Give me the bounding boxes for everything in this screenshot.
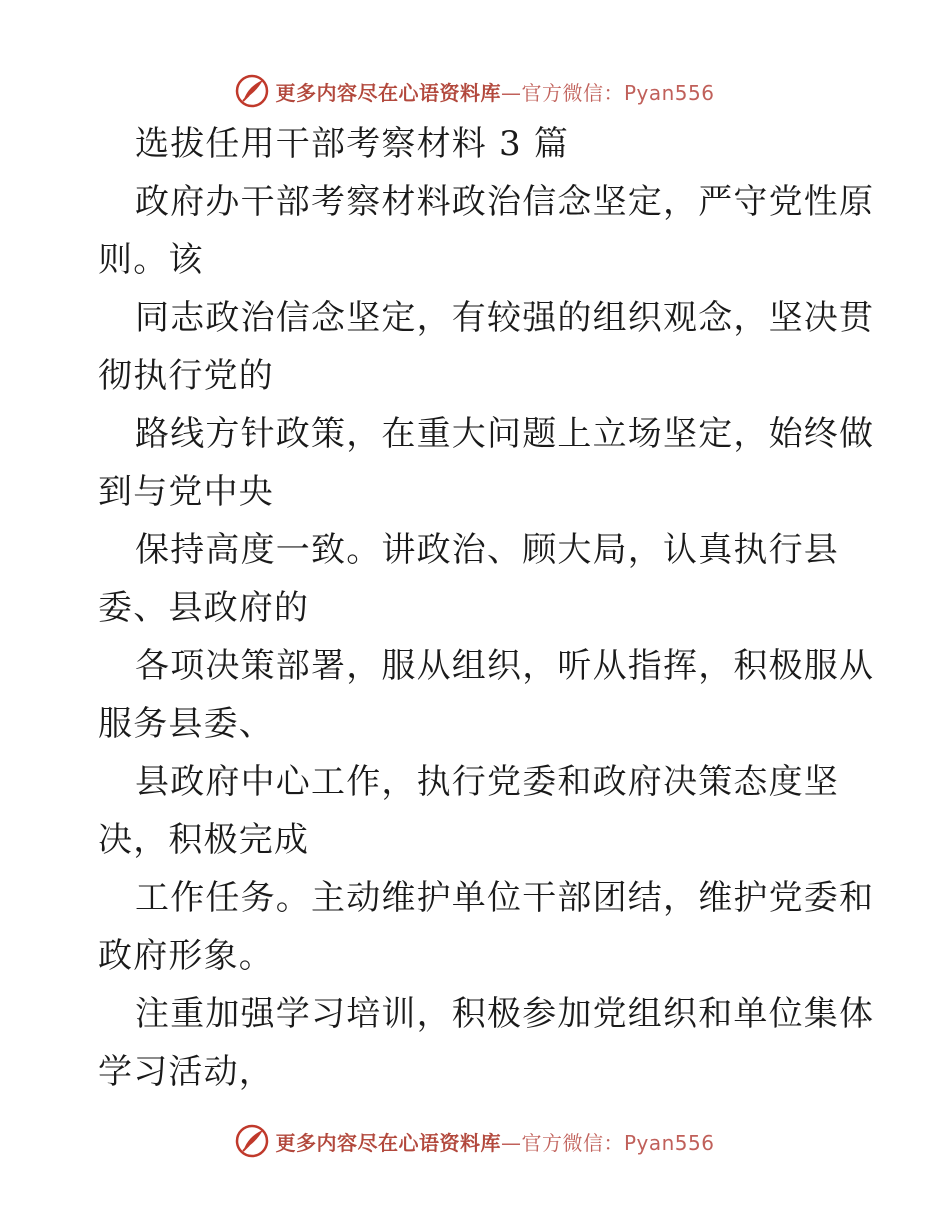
paragraph-line: 政府办干部考察材料政治信念坚定，严守党性原	[135, 182, 875, 222]
quill-logo-icon	[235, 1124, 269, 1158]
paragraph-line: 保持高度一致。讲政治、顾大局，认真执行县	[135, 530, 839, 570]
paragraph-line: 彻执行党的	[98, 356, 274, 396]
footer-watermark-banner	[0, 1121, 950, 1161]
paragraph-line: 注重加强学习培训，积极参加党组织和单位集体	[135, 994, 875, 1034]
paragraph-line: 政府形象。	[98, 936, 274, 976]
paragraph-line: 决，积极完成	[98, 820, 310, 860]
paragraph-line: 县政府中心工作，执行党委和政府决策态度坚	[135, 762, 839, 802]
paragraph-line: 各项决策部署，服从组织，听从指挥，积极服从	[135, 646, 875, 686]
site-name-text: 更多内容尽在心语资料库	[275, 1130, 501, 1155]
paragraph-line: 同志政治信念坚定，有较强的组织观念，坚决贯	[135, 298, 875, 338]
header-watermark-banner	[0, 71, 950, 111]
paragraph-line: 路线方针政策，在重大问题上立场坚定，始终做	[135, 414, 875, 454]
paragraph-line: 则。该	[98, 240, 204, 280]
paragraph-line: 工作任务。主动维护单位干部团结，维护党委和	[135, 878, 875, 918]
paragraph-line: 委、县政府的	[98, 588, 310, 628]
quill-logo-icon	[235, 74, 269, 108]
paragraph-line: 服务县委、	[98, 704, 274, 744]
paragraph-line: 学习活动，	[98, 1052, 274, 1092]
wechat-contact-text: —官方微信：Pyan556	[500, 1130, 715, 1155]
paragraph-line: 到与党中央	[98, 472, 274, 512]
site-name-text: 更多内容尽在心语资料库	[275, 80, 501, 105]
wechat-contact-text: —官方微信：Pyan556	[500, 80, 715, 105]
document-title: 选拔任用干部考察材料 3 篇	[135, 124, 570, 164]
